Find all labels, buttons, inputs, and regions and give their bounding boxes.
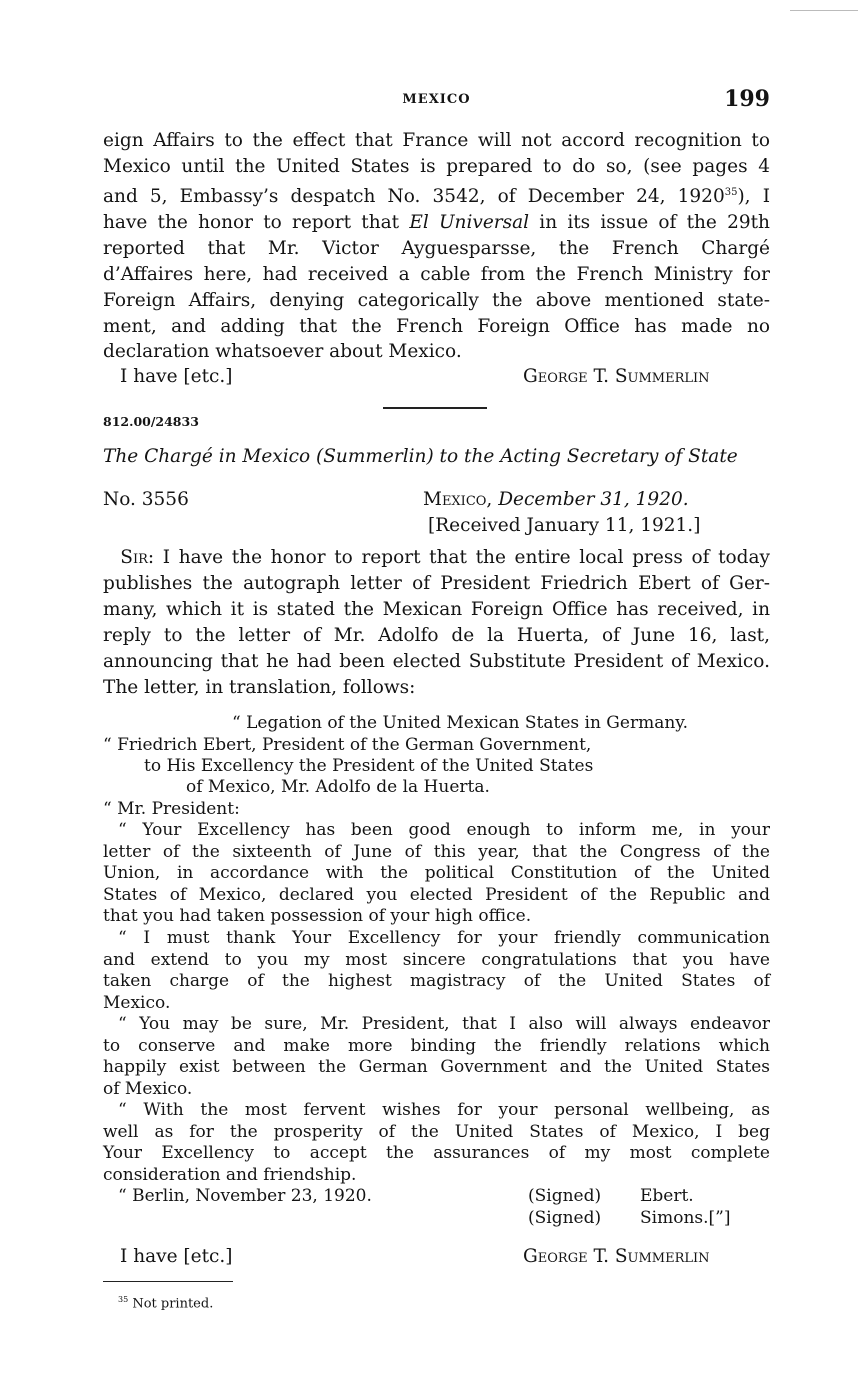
- text-fragment: and 5, Embassy’s despatch No. 3542, of December 24, 1920: [103, 185, 725, 207]
- text-line: and extend to you my most sincere congratulations that you have: [103, 949, 770, 970]
- text-line: well as for the prosperity of the United States of Mexico, I beg: [103, 1121, 770, 1142]
- running-head-title: MEXICO: [402, 92, 471, 107]
- dispatch-number: No. 3556: [103, 489, 189, 510]
- text-line: Mexico.: [103, 992, 171, 1013]
- text-line: States of Mexico, declared you elected President of the Republic and: [103, 884, 770, 905]
- dispatch-place: Mexico,: [423, 489, 493, 510]
- footnote-marker: 35: [724, 186, 738, 198]
- text-line: that you had taken possession of your high office.: [103, 906, 532, 926]
- letter-greeting: “ Mr. President:: [103, 799, 240, 819]
- text-line: reported that Mr. Victor Ayguesparsse, the French Chargé: [103, 237, 770, 259]
- footnote-rule: [103, 1281, 233, 1282]
- text-line: consideration and friendship.: [103, 1164, 357, 1185]
- dispatch-dateline: [423, 489, 689, 510]
- file-number: 812.00/24833: [103, 414, 199, 429]
- text-line: many, which it is stated the Mexican Foreign Office has received, in: [103, 598, 770, 620]
- text-line: reply to the letter of Mr. Adolfo de la Huerta, of June 16, last,: [103, 624, 770, 646]
- letter-from-line: “ Friedrich Ebert, President of the German Government,: [103, 735, 592, 755]
- salutation: Sir: [120, 547, 148, 568]
- text-line: “ Your Excellency has been good enough to inform me, in your: [118, 820, 770, 840]
- text-line: ment, and adding that the French Foreign Office has made no: [103, 315, 770, 337]
- text-fragment: have the honor to report that: [103, 211, 400, 233]
- footnote: [118, 1295, 213, 1311]
- text-line: “ I must thank Your Excellency for your friendly communication: [118, 928, 770, 948]
- paragraph-continuation: [103, 128, 770, 365]
- signed-label: (Signed): [528, 1186, 602, 1206]
- footnote-marker: 35: [118, 1295, 129, 1304]
- text-line: Mexico until the United States is prepared to do so, (see pages 4: [103, 155, 770, 177]
- text-line: Your Excellency to accept the assurances of my most complete: [103, 1143, 770, 1163]
- letter-paragraph: [103, 820, 770, 928]
- text-line: announcing that he had been elected Substitute President of Mexico.: [103, 650, 770, 672]
- letter-paragraph: [103, 928, 770, 1014]
- text-line: The letter, in translation, follows:: [103, 676, 416, 698]
- paragraph-report: [103, 545, 770, 700]
- text-fragment: : I have the honor to report that the entire local press of today: [147, 547, 771, 568]
- text-line: “ With the most fervent wishes for your personal wellbeing, as: [118, 1100, 770, 1120]
- text-line: “ You may be sure, Mr. President, that I also will always endeavor: [118, 1014, 770, 1034]
- dispatch-date: December 31, 1920.: [498, 489, 689, 510]
- text-line: Union, in accordance with the political Constitution of the United: [103, 863, 770, 883]
- text-line: eign Affairs to the effect that France will not accord recognition to: [103, 130, 770, 151]
- signed-name: Ebert.: [640, 1186, 694, 1206]
- newspaper-title: El Universal: [409, 211, 530, 233]
- page-number: 199: [724, 86, 770, 112]
- scan-edge-line: [790, 10, 858, 11]
- letter-paragraph: [103, 1014, 770, 1100]
- text-fragment: ), I: [737, 185, 770, 207]
- document-heading: The Chargé in Mexico (Summerlin) to the Acting Secretary of State: [103, 446, 738, 467]
- text-line: to conserve and make more binding the friendly relations which: [103, 1035, 770, 1056]
- closing: I have [etc.]: [120, 1246, 233, 1267]
- closing: I have [etc.]: [120, 366, 233, 387]
- received-date: [Received January 11, 1921.]: [428, 515, 701, 536]
- text-line: letter of the sixteenth of June of this year, that the Congress of the: [103, 841, 770, 862]
- letter-from-line: to His Excellency the President of the United States: [144, 756, 594, 776]
- text-line: happily exist between the German Government and the United States: [103, 1057, 770, 1077]
- text-fragment: in its issue of the 29th: [539, 211, 770, 233]
- letter-legation: “ Legation of the United Mexican States in Germany.: [232, 713, 689, 733]
- signature: George T. Summerlin: [523, 1246, 710, 1267]
- letter-dateline: “ Berlin, November 23, 1920.: [118, 1186, 372, 1206]
- footnote-text: Not printed.: [132, 1296, 214, 1312]
- text-line: [103, 210, 770, 236]
- letter-paragraph: [103, 1100, 770, 1186]
- signed-name: Simons.[”]: [640, 1208, 731, 1228]
- signature: George T. Summerlin: [523, 366, 710, 387]
- section-divider: [383, 407, 487, 409]
- text-line: [103, 180, 770, 210]
- text-line: taken charge of the highest magistracy of the United States of: [103, 971, 770, 991]
- signed-label: (Signed): [528, 1208, 602, 1228]
- running-head: [103, 86, 770, 118]
- text-line: publishes the autograph letter of President Friedrich Ebert of Ger-: [103, 572, 770, 594]
- text-line: declaration whatsoever about Mexico.: [103, 341, 462, 363]
- text-line: [103, 545, 770, 571]
- text-line: Foreign Affairs, denying categorically the above mentioned state-: [103, 289, 770, 311]
- text-line: of Mexico.: [103, 1078, 193, 1099]
- text-line: d’Affaires here, had received a cable from the French Ministry for: [103, 263, 770, 285]
- letter-from-line: of Mexico, Mr. Adolfo de la Huerta.: [186, 777, 490, 797]
